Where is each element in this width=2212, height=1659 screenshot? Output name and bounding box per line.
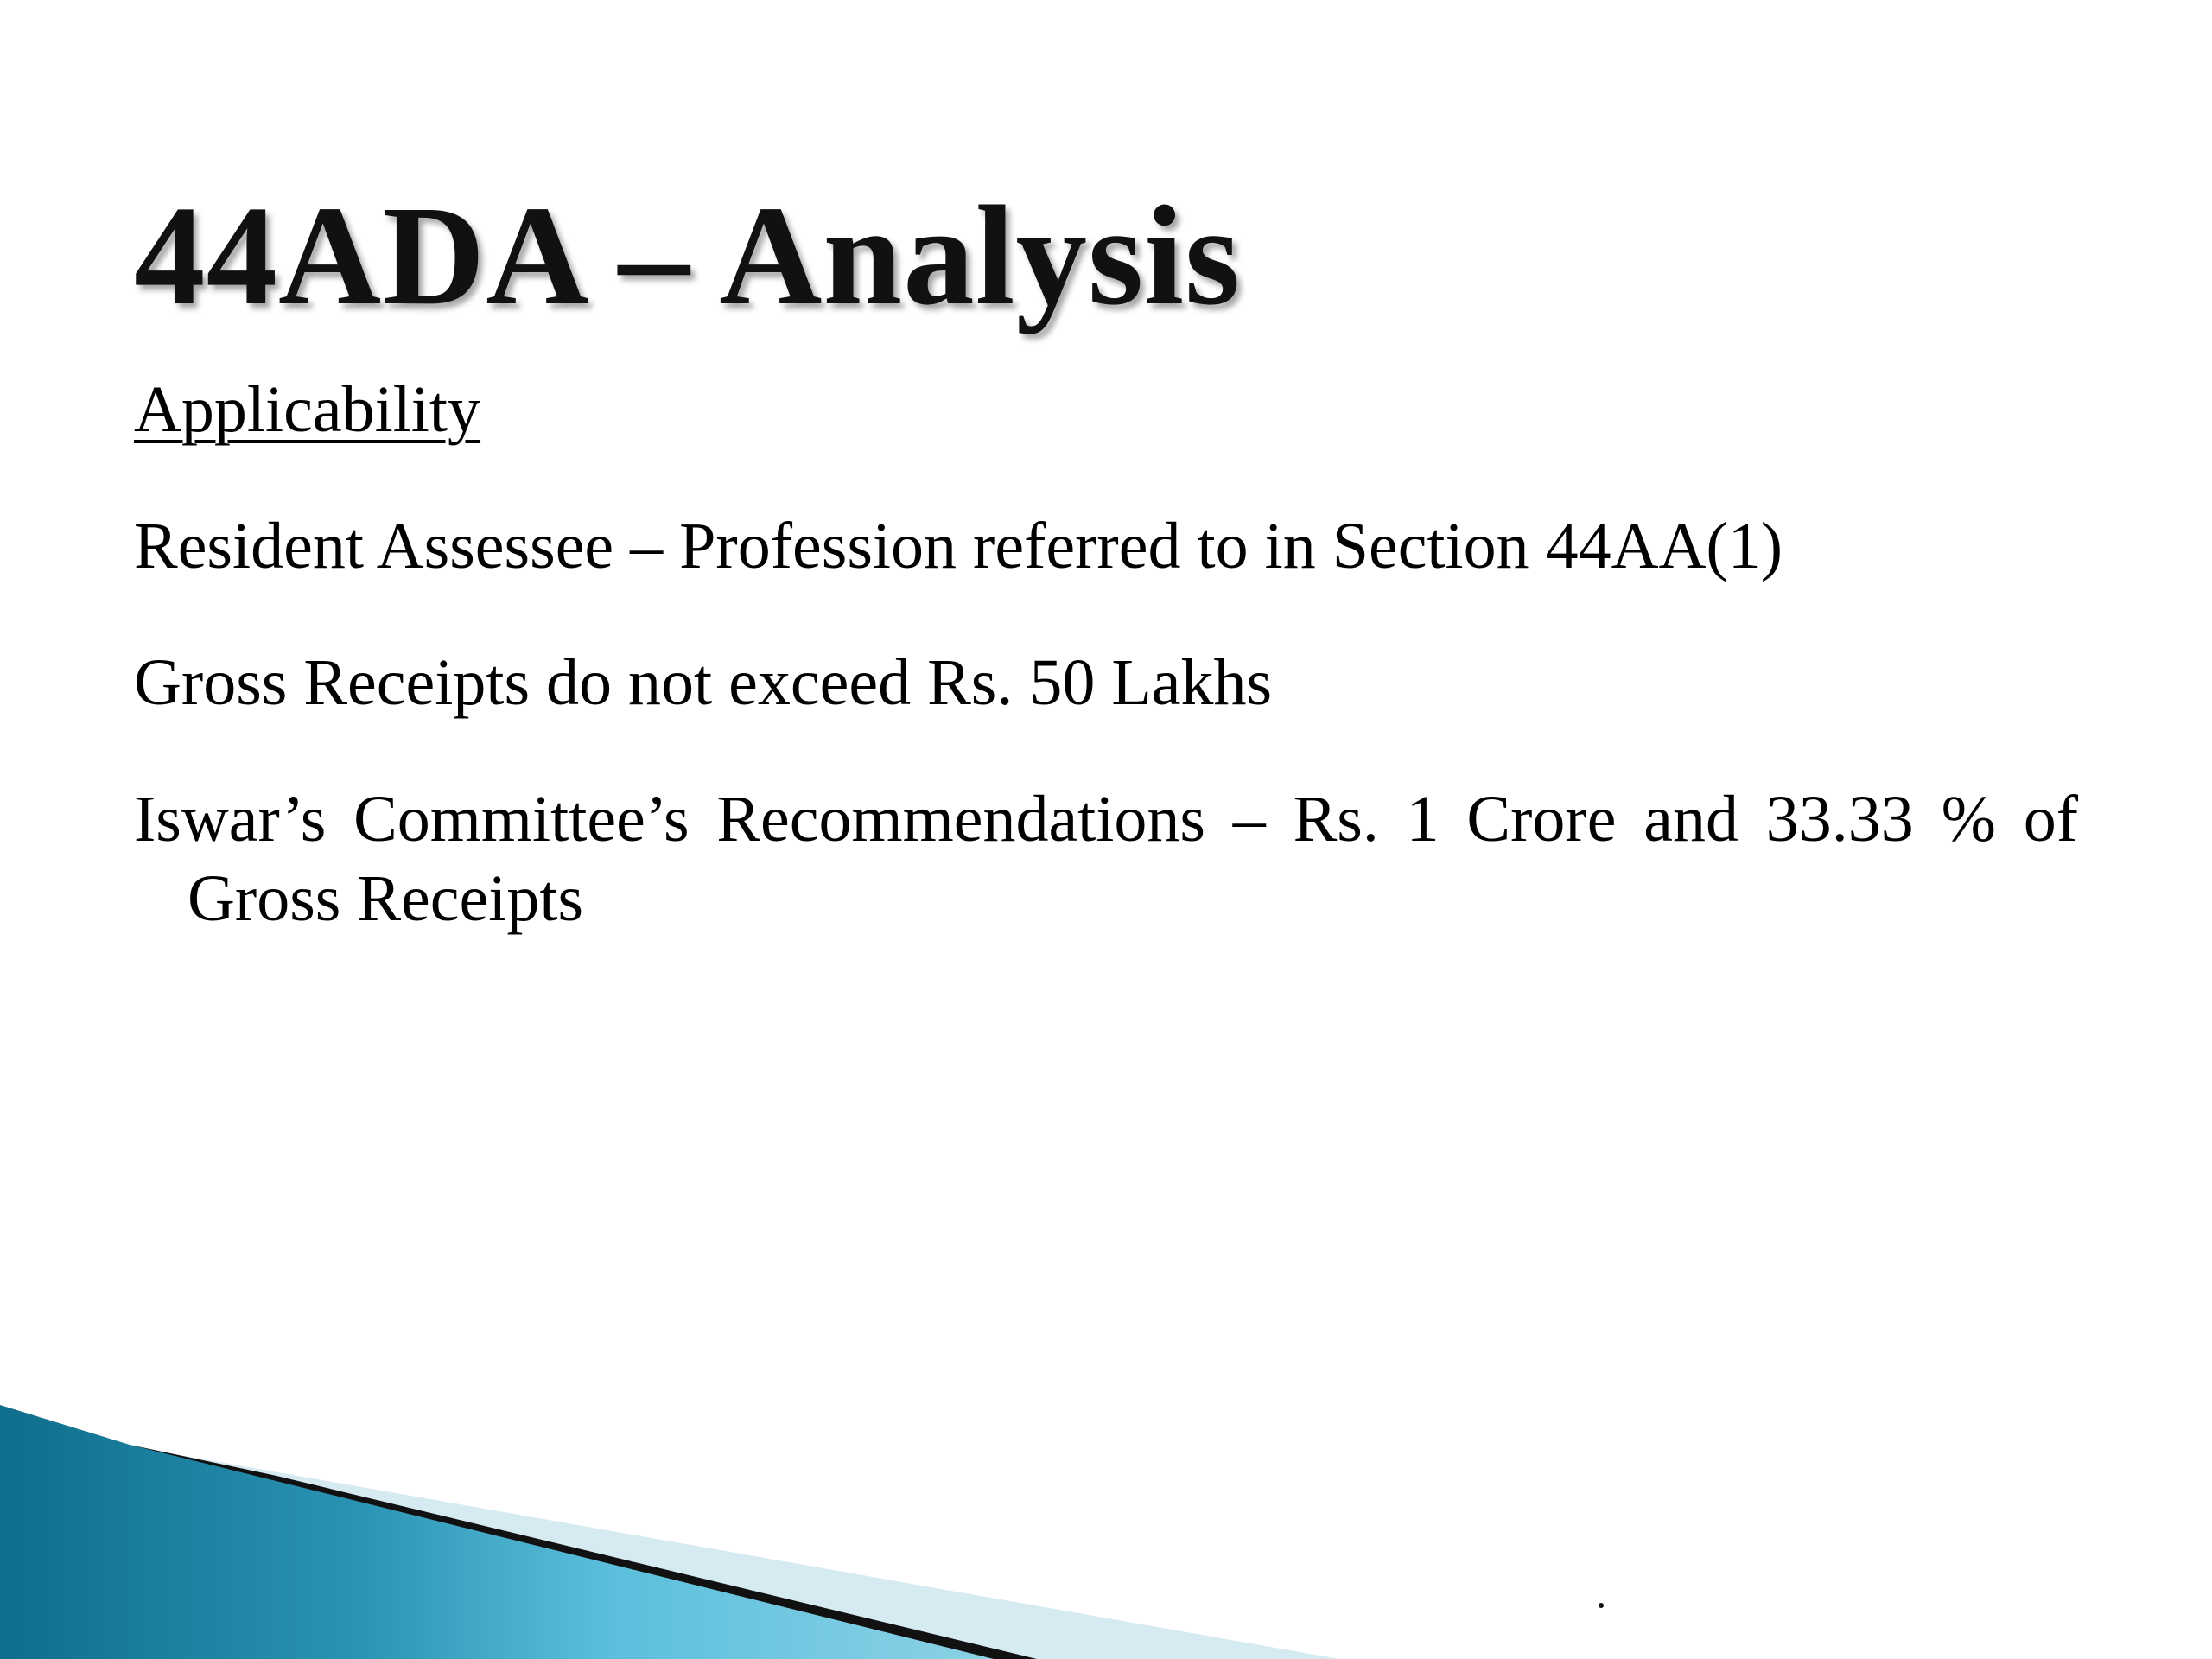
slide-body [134,370,2078,995]
slide-title: 44ADA – Analysis [134,176,1242,334]
paragraph-gross-receipts: Gross Receipts do not exceed Rs. 50 Lakhs [134,646,1273,719]
decorative-corner-wave [0,1382,2212,1659]
section-heading: Applicability [134,373,481,446]
paragraph-committee-recommendations: Iswar’s Committee’s Recommendations – Rs. 1 Crore and 33.33 % of Gross Receipts [134,783,2078,935]
footer-mark [1599,1603,1604,1608]
paragraph-resident-assessee: Resident Assessee – Profession referred to in Section 44AA(1) [134,510,1783,582]
